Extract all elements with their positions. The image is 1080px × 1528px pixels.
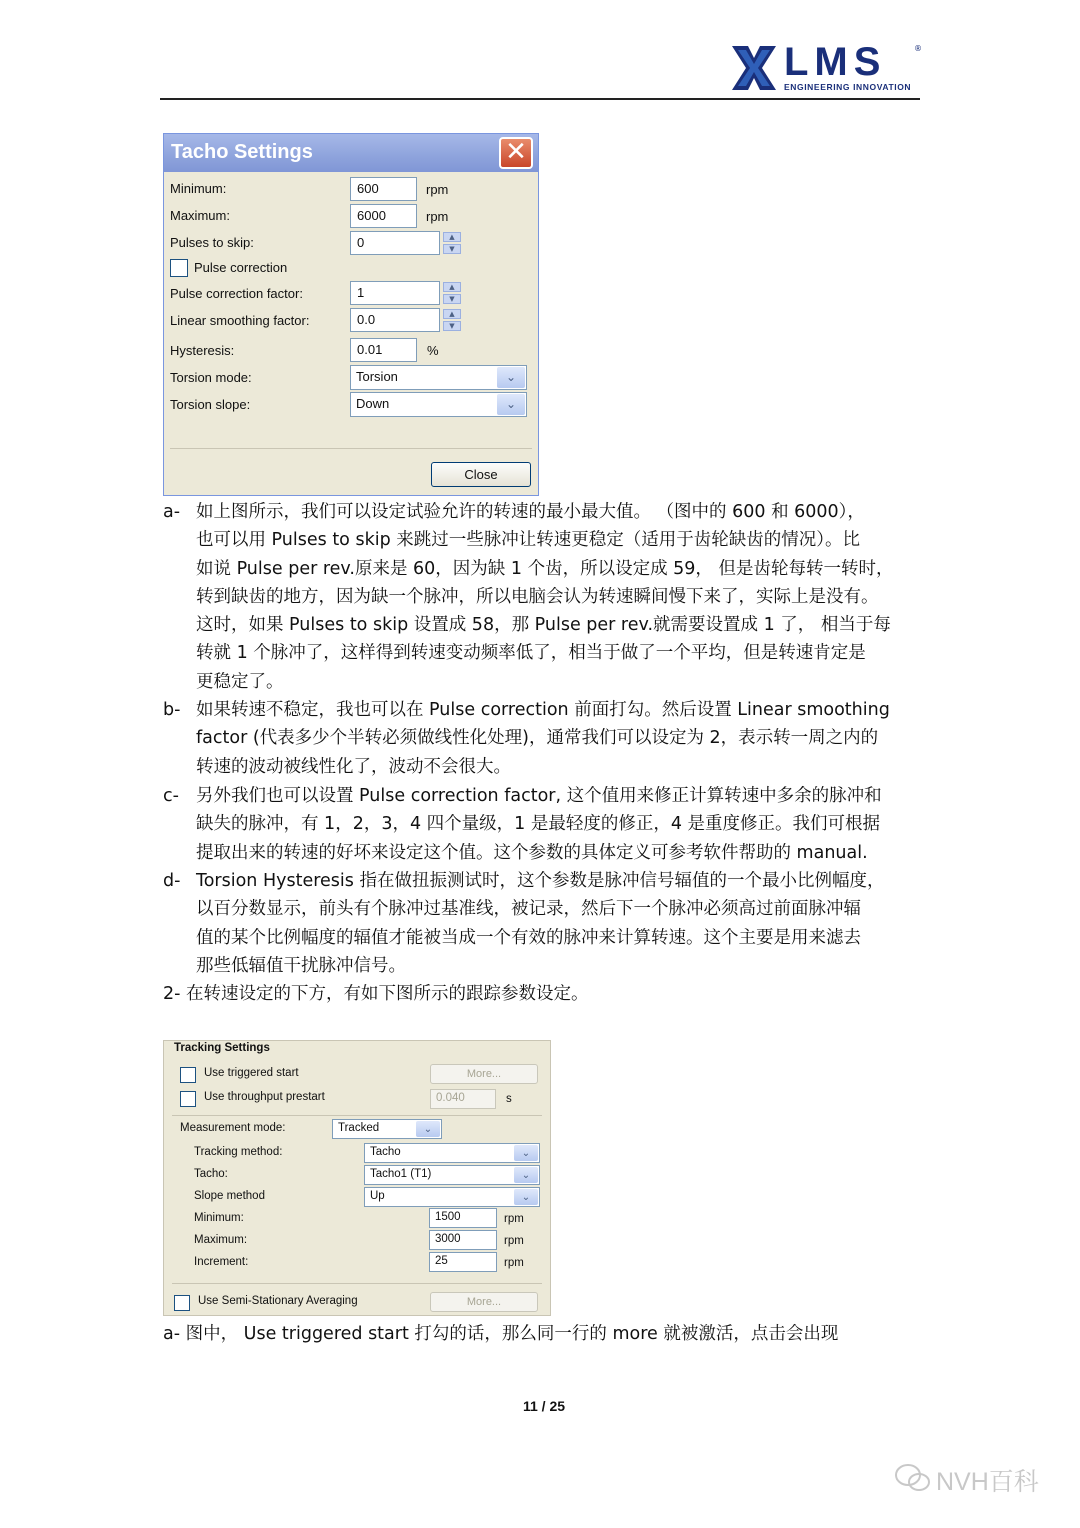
- pulse-correction-label: Pulse correction: [194, 260, 288, 275]
- tracking-method-select[interactable]: [364, 1143, 540, 1163]
- chevron-down-icon[interactable]: ⌄: [497, 367, 525, 388]
- spin-up-icon[interactable]: ▲: [443, 282, 461, 292]
- pulses-to-skip-label: Pulses to skip:: [170, 235, 254, 250]
- pulse-correction-factor-field[interactable]: 1: [350, 281, 440, 305]
- tracking-settings-panel: [163, 1040, 551, 1316]
- spin-up-icon[interactable]: ▲: [443, 309, 461, 319]
- section-2-heading: 2- 在转速设定的下方，有如下图所示的跟踪参数设定。: [163, 984, 589, 1004]
- hysteresis-label: Hysteresis:: [170, 343, 235, 358]
- chevron-down-icon[interactable]: ⌄: [416, 1121, 440, 1137]
- minimum-label: Minimum:: [170, 181, 227, 196]
- list-marker: c-: [163, 786, 179, 806]
- pulse-correction-factor-label: Pulse correction factor:: [170, 286, 303, 301]
- panel-divider: [172, 1283, 542, 1284]
- dialog-divider: [170, 448, 532, 449]
- tracking-method-value: Tacho: [370, 1146, 401, 1158]
- last-line-text: a- 图中， Use triggered start 打勾的话，那么同一行的 more 就被激活，点击会出现: [163, 1324, 839, 1344]
- tracking-maximum-unit: rpm: [504, 1235, 524, 1247]
- pulses-to-skip-field[interactable]: 0: [350, 231, 440, 255]
- watermark: NVH百科: [936, 1468, 1039, 1496]
- paragraph-text: Torsion Hysteresis 指在做扭振测试时，这个参数是脉冲信号辐值的一个最小比例幅度， 以百分数显示，前头有个脉冲过基准线，被记录，然后下一个脉冲必须高过前面脉冲辐 值的某个比例幅度的辐值才能被当成一个有效的脉冲来计算转速。这个主要是用来滤去 那些低辐值干扰脉冲信号。: [196, 871, 885, 976]
- semi-stationary-checkbox[interactable]: [174, 1295, 190, 1311]
- tracking-minimum-field[interactable]: 1500: [429, 1208, 497, 1228]
- torsion-slope-select[interactable]: [350, 392, 527, 417]
- increment-unit: rpm: [504, 1257, 524, 1269]
- prestart-field[interactable]: 0.040: [430, 1089, 496, 1109]
- logo-tagline: ENGINEERING INNOVATION: [784, 82, 912, 92]
- spin-up-icon[interactable]: ▲: [443, 232, 461, 242]
- list-marker: b-: [163, 700, 181, 720]
- slope-method-label: Slope method: [194, 1190, 265, 1202]
- torsion-slope-value: Down: [356, 396, 390, 411]
- dialog-titlebar: [164, 134, 538, 172]
- paragraph-text: 另外我们也可以设置 Pulse correction factor, 这个值用来修正计算转速中多余的脉冲和 缺失的脉冲，有 1，2，3，4 四个量级，1 是最轻度的修正，4 是重度修正。我们可根据 提取出来的转速的好坏来设定这个值。这个参数的具体定义可参考软件帮助的 manual.: [196, 786, 882, 863]
- use-triggered-start-checkbox[interactable]: [180, 1067, 196, 1083]
- pulses-to-skip-spinner[interactable]: [443, 232, 461, 254]
- close-icon[interactable]: ✕: [499, 137, 533, 169]
- chevron-down-icon[interactable]: ⌄: [497, 394, 525, 415]
- chevron-down-icon[interactable]: ⌄: [514, 1189, 538, 1205]
- use-throughput-prestart-checkbox[interactable]: [180, 1091, 196, 1107]
- increment-field[interactable]: 25: [429, 1252, 497, 1272]
- tracking-minimum-unit: rpm: [504, 1213, 524, 1225]
- tracking-maximum-label: Maximum:: [194, 1234, 248, 1246]
- chevron-down-icon[interactable]: ⌄: [514, 1145, 538, 1161]
- logo-registered: ®: [914, 44, 922, 53]
- spin-down-icon[interactable]: ▼: [443, 294, 461, 304]
- pulse-correction-factor-spinner[interactable]: [443, 282, 461, 304]
- tacho-label: Tacho:: [194, 1168, 228, 1180]
- panel-title: Tracking Settings: [174, 1042, 270, 1054]
- lms-logo-mark-icon: [732, 46, 776, 90]
- hysteresis-field[interactable]: 0.01: [350, 338, 417, 362]
- minimum-unit: rpm: [426, 182, 449, 197]
- maximum-unit: rpm: [426, 209, 449, 224]
- dialog-title: Tacho Settings: [171, 141, 313, 163]
- torsion-mode-value: Torsion: [356, 369, 398, 384]
- wechat-icon: [894, 1462, 932, 1494]
- linear-smoothing-spinner[interactable]: [443, 309, 461, 331]
- header-rule: [160, 98, 920, 100]
- tacho-value: Tacho1 (T1): [370, 1168, 432, 1180]
- measurement-mode-select[interactable]: [332, 1119, 442, 1139]
- torsion-slope-label: Torsion slope:: [170, 397, 251, 412]
- tracking-method-label: Tracking method:: [194, 1146, 283, 1158]
- tacho-select[interactable]: [364, 1165, 540, 1185]
- spin-down-icon[interactable]: ▼: [443, 321, 461, 331]
- hysteresis-unit: %: [427, 343, 439, 358]
- paragraph-text: 如果转速不稳定，我也可以在 Pulse correction 前面打勾。然后设置 Linear smoothing factor (代表多少个半转必须做线性化处理)，通常我们可以设定为 2，表示转一周之内的 转速的波动被线性化了，波动不会很大。: [196, 700, 890, 777]
- chevron-down-icon[interactable]: ⌄: [514, 1167, 538, 1183]
- measurement-mode-label: Measurement mode:: [180, 1122, 286, 1134]
- spin-down-icon[interactable]: ▼: [443, 244, 461, 254]
- page-number: 11 / 25: [522, 1398, 566, 1414]
- lms-logo: [732, 40, 922, 94]
- increment-label: Increment:: [194, 1256, 249, 1268]
- torsion-mode-select[interactable]: [350, 365, 527, 390]
- maximum-field[interactable]: 6000: [350, 204, 417, 228]
- logo-wordmark: LMS: [784, 40, 887, 84]
- more-button-triggered[interactable]: More...: [430, 1064, 538, 1084]
- list-marker: d-: [163, 871, 181, 891]
- torsion-mode-label: Torsion mode:: [170, 370, 252, 385]
- minimum-field[interactable]: 600: [350, 177, 417, 201]
- close-button[interactable]: Close: [431, 462, 531, 487]
- slope-method-select[interactable]: [364, 1187, 540, 1207]
- list-marker: a-: [163, 502, 181, 522]
- tracking-minimum-label: Minimum:: [194, 1212, 244, 1224]
- tacho-settings-dialog: [163, 133, 539, 496]
- panel-divider: [172, 1115, 542, 1116]
- use-triggered-start-label: Use triggered start: [204, 1067, 299, 1079]
- linear-smoothing-label: Linear smoothing factor:: [170, 313, 310, 328]
- measurement-mode-value: Tracked: [338, 1122, 380, 1134]
- more-button-semi-stationary[interactable]: More...: [430, 1292, 538, 1312]
- prestart-unit: s: [506, 1093, 512, 1105]
- use-throughput-prestart-label: Use throughput prestart: [204, 1091, 325, 1103]
- linear-smoothing-field[interactable]: 0.0: [350, 308, 440, 332]
- paragraph-text: 如上图所示，我们可以设定试验允许的转速的最小最大值。 （图中的 600 和 6000）， 也可以用 Pulses to skip 来跳过一些脉冲让转速更稳定（适用于齿轮缺齿的情况）。比 如说 Pulse per rev.原来是 60，因为缺 1 个齿，所以设定成 59， 但是齿轮每转一转时， 转到缺齿的地方，因为缺一个脉冲，所以电脑会认为转速瞬间慢下来了，实际上是没有。 这时，如果 Pulses to skip 设置成 58，那 Pulse per rev.就需要设置成 1 了， 相当于每 转就 1 个脉冲了，这样得到转速变动频率低了，相当于做了一个平均，但是转速肯定是 更稳定了。: [196, 502, 894, 692]
- slope-method-value: Up: [370, 1190, 385, 1202]
- tracking-maximum-field[interactable]: 3000: [429, 1230, 497, 1250]
- maximum-label: Maximum:: [170, 208, 230, 223]
- pulse-correction-checkbox[interactable]: [170, 259, 188, 277]
- semi-stationary-label: Use Semi-Stationary Averaging: [198, 1295, 358, 1307]
